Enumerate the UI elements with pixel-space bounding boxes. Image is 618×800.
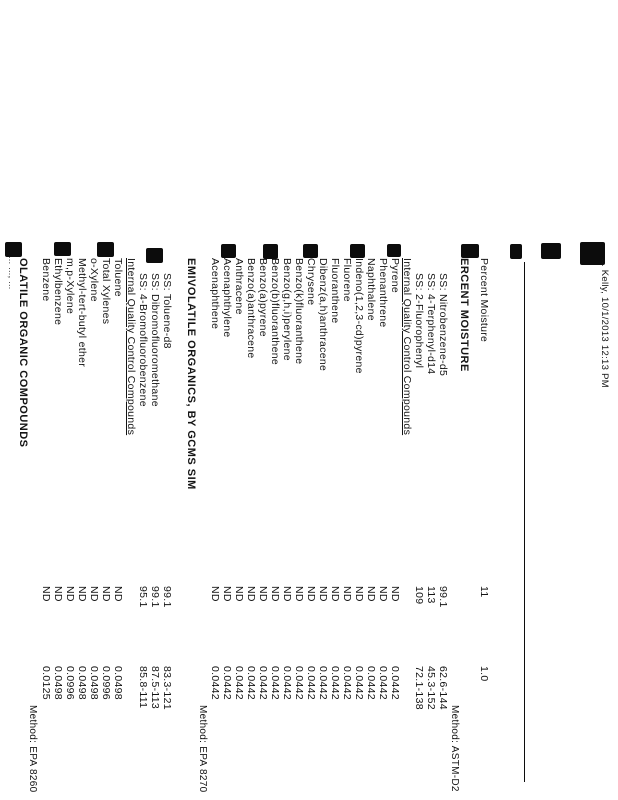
method-label-semivolatile: Method: EPA 8270	[197, 705, 208, 793]
page-tab-mark	[303, 244, 318, 258]
divider-line	[524, 262, 525, 782]
page-tab-mark	[263, 244, 278, 259]
page-tab-mark	[54, 242, 71, 256]
page-tab-mark	[387, 244, 401, 257]
section-heading-volatile: OLATILE ORGANIC COMPOUNDS	[17, 258, 29, 448]
page-tab-mark	[221, 244, 236, 258]
print-footer: ... Kelly, 10/1/2013 12:13 PM	[599, 258, 610, 388]
page-tab-mark	[510, 244, 522, 259]
page-tab-mark	[350, 244, 365, 258]
method-label-moisture: Method: ASTM-D2	[449, 705, 460, 792]
method-label-volatile: Method: EPA 8260	[27, 705, 38, 793]
page-tab-mark	[541, 243, 561, 259]
qc-heading: Internal Quality Control Compounds	[125, 258, 137, 436]
page-tab-mark	[5, 242, 22, 257]
page-tab-mark	[146, 248, 163, 263]
document-page: ... ..., ... OLATILE ORGANIC COMPOUNDS Method: EPA 8260 Benzene ND 0.0125 Ethylbenzene ND 0.0498 m,p-Xylene ND 0.0996 Methyl-tert-butyl ether ND 0.0498 o-Xylene ND 0.0498 Total Xylenes ND 0.0996 Toluene ND 0.0498 Internal Quality Control Compounds SS: 4-Bromofluorobenzene 95.1 85.8-111 SS: Dibromofluoromethane 99.1 87.5-113 SS: Toluene-d8 99.1 83.3-121 EMIVOLATILE ORGANICS, BY GCMS SIM Method: EPA 8270 Acenaphthene ND 0.0442 Acenaphthylene ND 0.0442 Anthracene ND 0.0442 Benzo(a)anthracene ND 0.0442 Benzo(a)pyrene ND 0.0442 Benzo(b)fluoranthene ND 0.0442 Benzo(g,h,i)perylene ND 0.0442 Benzo(k)fluoranthene ND 0.0442 Chrysene ND 0.0442 Dibenz(a,h)anthracene ND 0.0442 Fluoranthene ND 0.0442 Fluorene ND 0.0442 Indeno(1,2,3-cd)pyrene ND 0.0442 Naphthalene ND 0.0442 Phenanthrene ND 0.0442 Pyrene ND 0.0442 Internal Quality Control Compounds SS: 2-Fluorophenyl 109 72.1-138 SS: 4-Terphenyl-d14 113 45.3-152 SS: Nitrobenzene-d5 99.1 62.6-144 ERCENT MOISTURE Method: ASTM-D2 Percent Moisture 11 1.0 ... Kelly, 10/1/2013 12:13 PM	[0, 0, 618, 800]
partial-label: ... ..., ...	[7, 256, 17, 290]
section-heading-moisture: ERCENT MOISTURE	[458, 258, 470, 372]
page-tab-mark	[461, 244, 479, 258]
qc-heading: Internal Quality Control Compounds	[401, 258, 413, 436]
section-heading-semivolatile: EMIVOLATILE ORGANICS, BY GCMS SIM	[185, 258, 197, 490]
page-tab-mark	[97, 242, 114, 257]
